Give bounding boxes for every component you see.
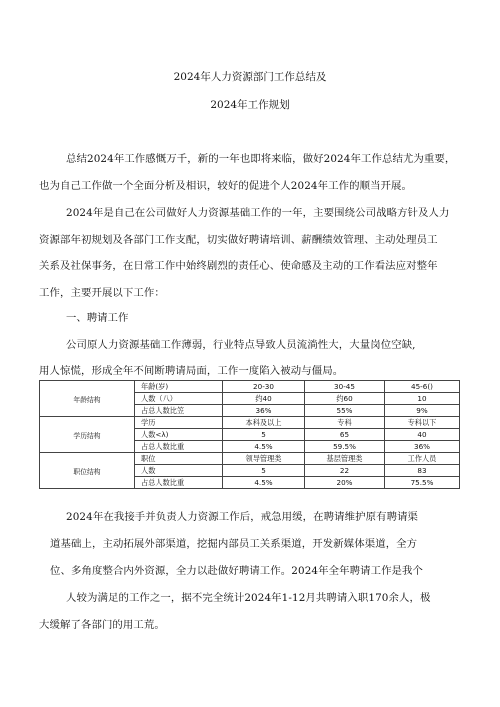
row-label: 占总人数比重 [135, 477, 223, 489]
table-cell: 专科 [305, 417, 385, 429]
table-cell: 20% [305, 477, 385, 489]
row-label: 职位 [135, 453, 223, 465]
row-label: 人数 [135, 465, 223, 477]
table-cell: 本科及以上 [223, 417, 305, 429]
table-cell: 36% [385, 441, 460, 453]
section-heading-recruitment: 一、聘请工作 [66, 312, 129, 324]
after-table-line-3: 位、多角度整合内外资源，全力以赴做好聘请工作。2024年全年聘请工作是我个 [50, 565, 424, 577]
table-cell: 30-45 [305, 381, 385, 393]
table-cell: 领导管理类 [223, 453, 305, 465]
row-label: 学历 [135, 417, 223, 429]
section1-intro-line-1: 公司原人力资源基础工作薄弱，行业特点导致人员流淌性大，大量岗位空缺, [66, 339, 416, 351]
table-cell: 4.5% [223, 441, 305, 453]
paragraph-2-line-1: 2024年是自己在公司做好人力资源基础工作的一年，主要围绕公司战略方针及人力 [66, 207, 450, 219]
document-title-line2: 2024年工作规划 [210, 99, 290, 111]
staff-structure-table [39, 380, 460, 489]
after-table-line-5: 大缓解了各部门的用工荒。 [39, 619, 165, 631]
table-cell: 工作人员 [385, 453, 460, 465]
after-table-line-2: 道基础上，主动拓展外部渠道，挖掘内部员工关系渠道，开发新媒体渠道，全方 [50, 538, 418, 550]
table-row [40, 417, 460, 429]
table-row [40, 453, 460, 465]
table-cell: 40 [385, 429, 460, 441]
group-name-position: 职位结构 [40, 453, 135, 489]
table-cell: 65 [305, 429, 385, 441]
table-cell: 10 [385, 393, 460, 405]
table-cell: 55% [305, 405, 385, 417]
paragraph-2-line-2: 资源部年初规划及各部门工作支配，切实做好聘请培训、薪酬绩效管理、主动处理员工 [39, 234, 438, 246]
table-cell: 9% [385, 405, 460, 417]
paragraph-1-line-2: 也为自己工作做一个全面分析及相识，较好的促进个人2024年工作的顺当开展。 [39, 180, 413, 192]
table-cell: 45-6() [385, 381, 460, 393]
group-name-age: 年龄结构 [40, 381, 135, 417]
row-label: 占总人数比重 [135, 441, 223, 453]
table-cell: 20-30 [223, 381, 305, 393]
table-cell: 专科以下 [385, 417, 460, 429]
table-cell: 22 [305, 465, 385, 477]
table-cell: 59.5% [305, 441, 385, 453]
table-cell: 约40 [223, 393, 305, 405]
document-title-line1: 2024年人力资源部门工作总结及 [173, 71, 327, 83]
paragraph-2-line-4: 工作，主要开展以下工作： [39, 287, 165, 299]
table-cell: 约60 [305, 393, 385, 405]
table-row [40, 381, 460, 393]
row-label: 人数<λ) [135, 429, 223, 441]
after-table-line-4: 人较为满足的工作之一，据不完全统计2024年1-12月共聘请入职170余人，极 [66, 592, 431, 604]
table-cell: 36% [223, 405, 305, 417]
table-cell: 基层管理类 [305, 453, 385, 465]
row-label: 占总人数比笠 [135, 405, 223, 417]
paragraph-2-line-3: 关系及社保事务，在日常工作中始终剧烈的责任心、使命感及主动的工作看法应对整年 [39, 260, 438, 272]
row-label: 年龄(岁) [135, 381, 223, 393]
paragraph-1-line-1: 总结2024年工作感慨万千，新的一年也即将来临，做好2024年工作总结尤为重要， [66, 153, 456, 165]
group-name-education: 学历结构 [40, 417, 135, 453]
table-cell: 4.5% [223, 477, 305, 489]
section1-intro-line-2: 用人惊慌，形成全年不间断聘请局面，工作一度陷入被动与僵局。 [39, 365, 344, 377]
after-table-line-1: 2024年在我接手并负责人力资源工作后，戒急用缓，在聘请维护原有聘请渠 [66, 511, 419, 523]
table-cell: 83 [385, 465, 460, 477]
table-cell: 75.5% [385, 477, 460, 489]
table-cell: 5 [223, 465, 305, 477]
row-label: 人数（八） [135, 393, 223, 405]
table-cell: 5 [223, 429, 305, 441]
